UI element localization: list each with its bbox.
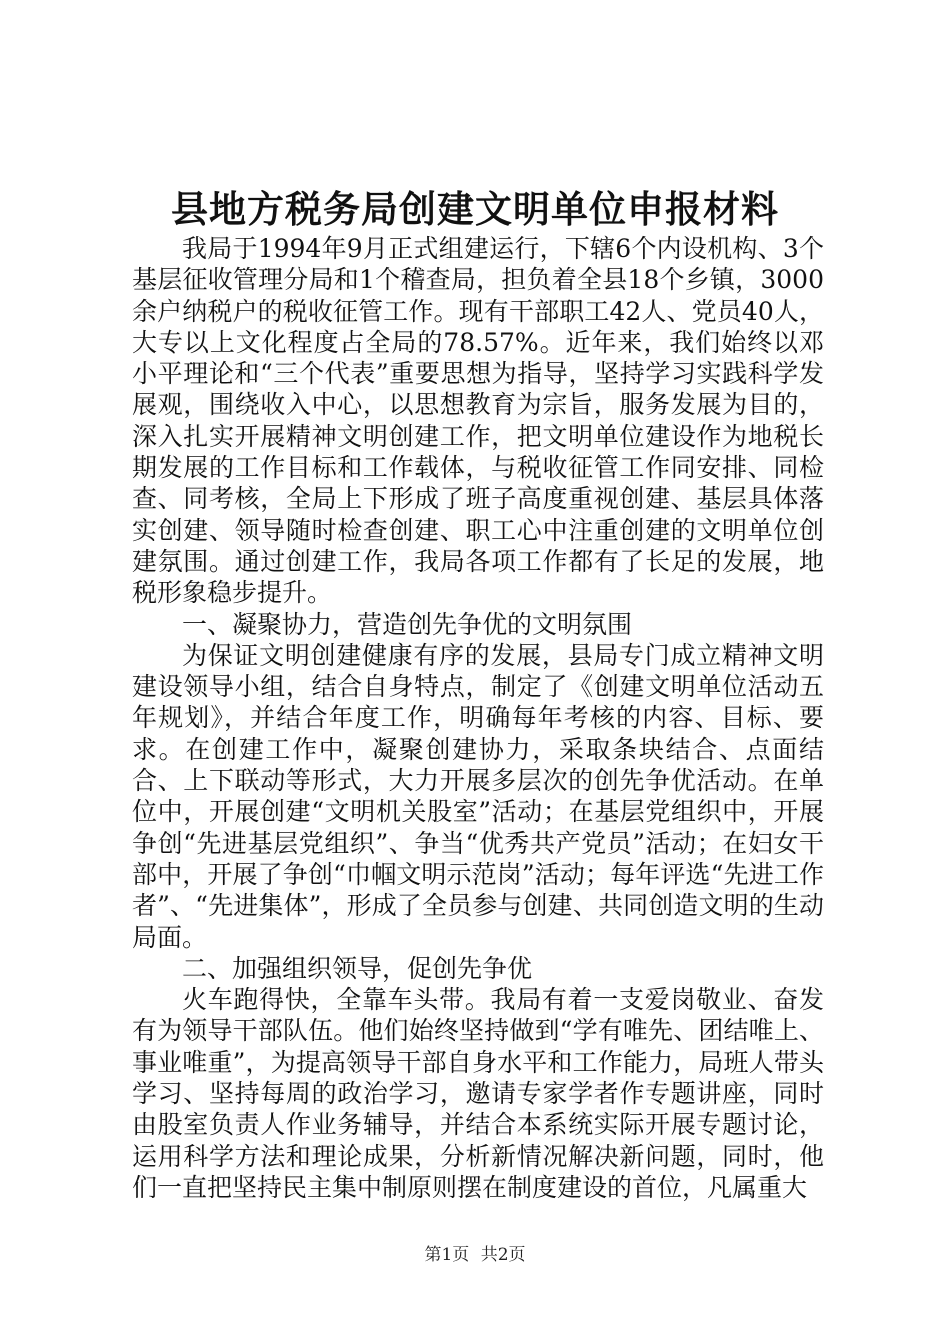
- paragraph-intro: 我局于1994年9月正式组建运行，下辖6个内设机构、3个基层征收管理分局和1个稽查局，担负着全县18个乡镇，3000余户纳税户的税收征管工作。现有干部职工42人、党员40人，大专以上文化程度占全局的78.57%。近年来，我们始终以邓小平理论和“三个代表”重要思想为指导，坚持学习实践科学发展观，围绕收入中心，以思想教育为宗旨，服务发展为目的，深入扎实开展精神文明创建工作，把文明单位建设作为地税长期发展的工作目标和工作载体，与税收征管工作同安排、同检查、同考核，全局上下形成了班子高度重视创建、基层具体落实创建、领导随时检查创建、职工心中注重创建的文明单位创建氛围。通过创建工作，我局各项工作都有了长足的发展，地税形象稳步提升。: [132, 234, 824, 608]
- document-title: 县地方税务局创建文明单位申报材料: [171, 187, 779, 231]
- page-number: 第1页: [424, 1245, 470, 1265]
- section-heading-1: 一、凝聚协力，营造创先争优的文明氛围: [182, 609, 633, 639]
- section-heading-2: 二、加强组织领导，促创先争优: [182, 953, 533, 983]
- paragraph-section-2: 火车跑得快，全靠车头带。我局有着一支爱岗敬业、奋发有为领导干部队伍。他们始终坚持做到“学有唯先、团结唯上、事业唯重”，为提高领导干部自身水平和工作能力，局班人带头学习、坚持每周的政治学习，邀请专家学者作专题讲座，同时由股室负责人作业务辅导，并结合本系统实际开展专题讨论，运用科学方法和理论成果，分析新情况解决新问题，同时，他们一直把坚持民主集中制原则摆在制度建设的首位，凡属重大: [132, 985, 824, 1202]
- page-total: 共2页: [480, 1245, 526, 1265]
- document-body: [132, 233, 824, 1203]
- page-footer: [0, 1244, 950, 1266]
- paragraph-section-1: 为保证文明创建健康有序的发展，县局专门成立精神文明建设领导小组，结合自身特点，制定了《创建文明单位活动五年规划》，并结合年度工作，明确每年考核的内容、目标、要求。在创建工作中，凝聚创建协力，采取条块结合、点面结合、上下联动等形式，大力开展多层次的创先争优活动。在单位中，开展创建“文明机关股室”活动；在基层党组织中，开展争创“先进基层党组织”、争当“优秀共产党员”活动；在妇女干部中，开展了争创“巾帼文明示范岗”活动；每年评选“先进工作者”、“先进集体”，形成了全员参与创建、共同创造文明的生动局面。: [132, 640, 824, 952]
